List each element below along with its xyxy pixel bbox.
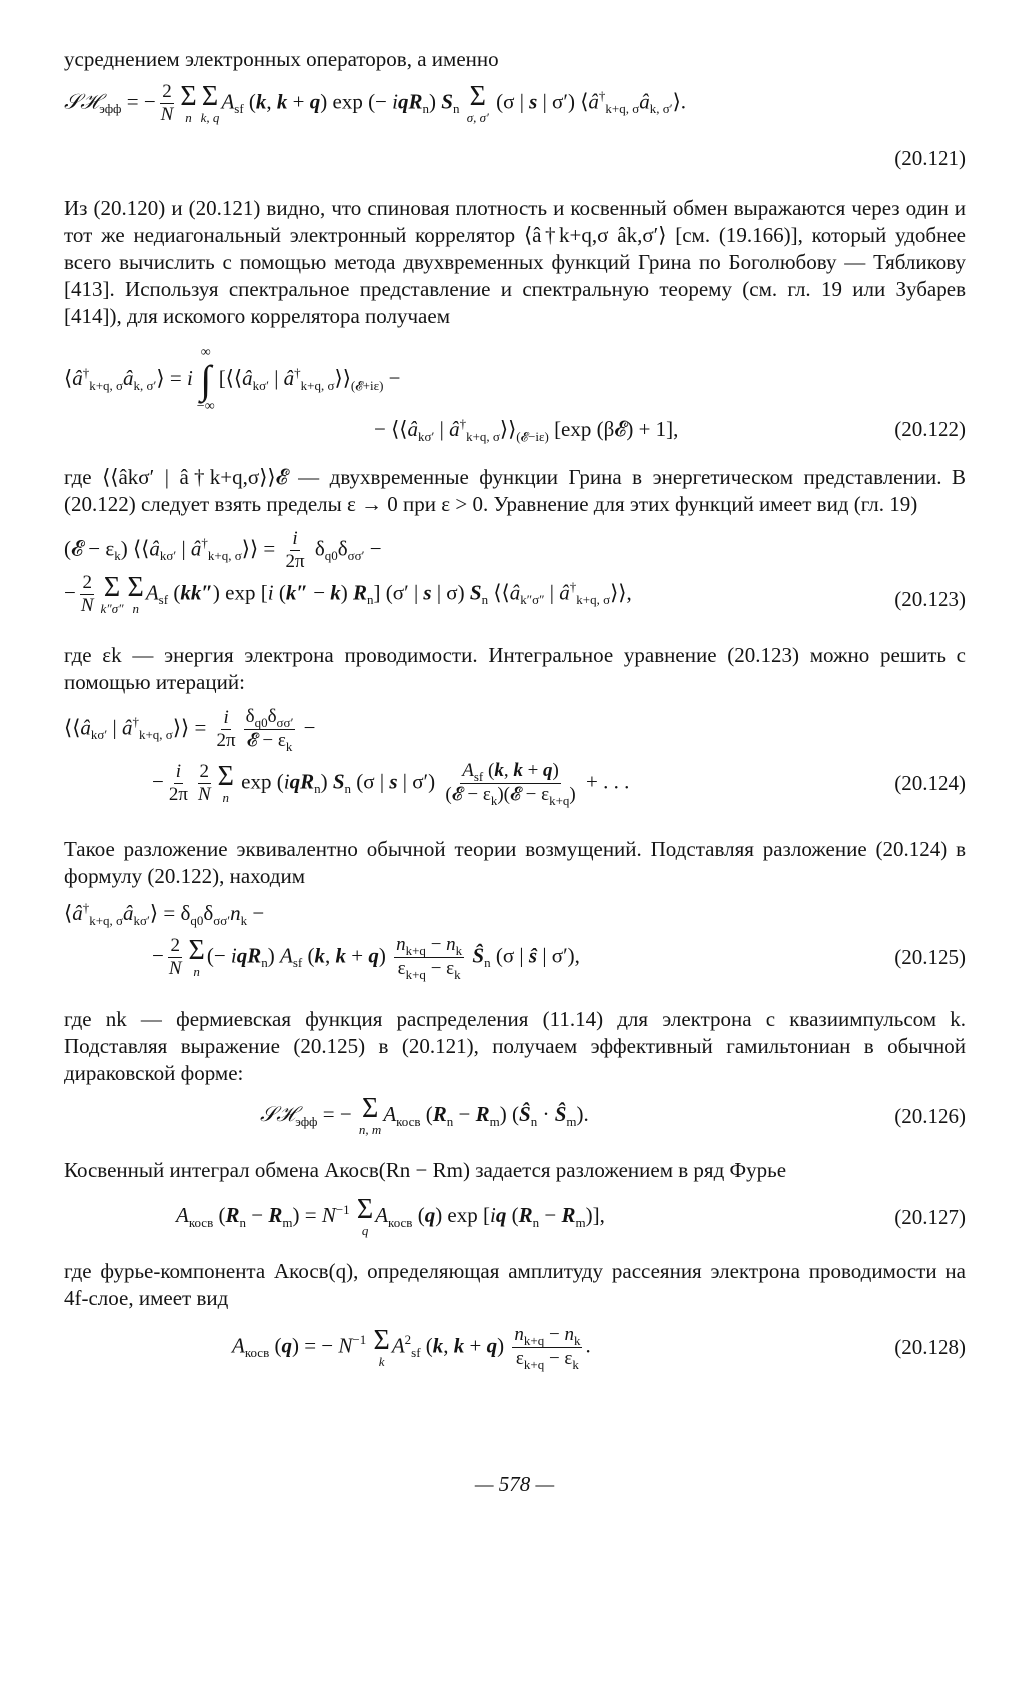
equation-number: (20.127) <box>894 1205 966 1229</box>
equation-20-125-line1 <box>64 900 966 934</box>
equation-20-121-body: 𝒮ℋ$_{эфф}$ = − $\frac{2}{N}$ Σ n Σ k, q $A_{sf}$ (k, k + q) exp (− iqR$_n$) $S_n$ Σ σ, σ′ (σ | s | σ′) $⟨â^\dagger_{k+q, \sigma}â_{k, \sigma'}⟩$. <box>64 80 687 125</box>
equation-20-128-body: $A_{косв}$ (q) = − $N^{-1}$ Σ k $A^2_{sf}$ (k, k + q) $\frac{n_{k+q} - n_k}{\varepsilon_{k+q} - \varepsilon_k}$ . <box>232 1324 591 1372</box>
equation-20-123-line2 <box>64 572 966 636</box>
equation-20-126-body: 𝒮ℋ$_{эфф}$ = − Σ n, m $A_{косв}$ $(R_n - R_m)$ ($Ŝ_n$ · $Ŝ_m$). <box>260 1093 589 1137</box>
equation-20-121 <box>64 81 966 145</box>
paragraph-8: где фурье-компонента Aкосв(q), определяющая амплитуду рассеяния электрона проводимости на 4f-слое, имеет вид <box>64 1259 966 1310</box>
equation-number: (20.126) <box>894 1104 966 1128</box>
equation-20-125-line1-body: $⟨â^\dagger_{k+q, \sigma}â_{k\sigma'}⟩ = \delta_{q0}\delta_{\sigma\sigma'}n_k$ − <box>64 900 265 928</box>
equation-number: (20.125) <box>894 945 966 969</box>
equation-20-125-line2 <box>64 934 966 998</box>
equation-20-127-body: $A_{косв}$ $(R_n - R_m) = N^{-1}$ Σ q $A_{косв}$ (q) exp [iq $(R_n - R_m)$], <box>176 1194 605 1238</box>
equation-number: (20.128) <box>894 1335 966 1359</box>
paragraph-5: Такое разложение эквивалентно обычной теории возмущений. Подставляя разложение (20.124) в формулу (20.122), находим <box>64 837 966 888</box>
equation-number: (20.121) <box>894 146 966 170</box>
equation-number: (20.122) <box>894 417 966 441</box>
paragraph-1: усреднением электронных операторов, а именно <box>64 47 499 71</box>
paragraph-3: где ⟨⟨âkσ′ | â†k+q,σ⟩⟩𝓔 — двухвременные функции Грина в энергетическом представлении. В (20.122) следует взять пределы ε → 0 при ε > 0. Уравнение для этих функций имеет вид (гл. 19) <box>64 465 966 516</box>
equation-20-124-line1-body: $⟨⟨â_{k\sigma'}$ | $â^\dagger_{k+q, \sigma}⟩⟩$ = $\frac{i}{2\pi}$ $\frac{\delta_{q0}\delta_{\sigma\sigma'}}{𝓔 - \varepsilon_k}$ − <box>64 706 316 754</box>
equation-20-127 <box>64 1196 966 1250</box>
equation-20-123-line1 <box>64 528 966 572</box>
equation-20-124-line2 <box>64 760 966 824</box>
equation-20-124-line1 <box>64 706 966 760</box>
equation-number: (20.123) <box>894 587 966 611</box>
equation-20-121-number-row <box>64 145 966 175</box>
equation-20-123-line1-body: (𝓔 − $\varepsilon_k$) $⟨⟨â_{k\sigma'}$ | $â^\dagger_{k+q, \sigma}⟩⟩$ = $\frac{i}{2\pi}$ $\delta_{q0}\delta_{\sigma\sigma'}$ − <box>64 528 382 572</box>
equation-20-122-line1 <box>64 346 966 416</box>
paragraph-2: Из (20.120) и (20.121) видно, что спиновая плотность и косвенный обмен выражаются через один и тот же недиагональный электронный коррелятор ⟨â†k+q,σ âk,σ′⟩ [см. (19.166)], который удобнее всего вычислить с помощью метода двухвременных функций Грина по Боголюбову — Тябликову [413]. Используя спектральное представление и спектральную теорему (см. гл. 19 или Зубарев [414]), для искомого коррелятора получаем <box>64 196 966 328</box>
equation-20-128 <box>64 1324 966 1384</box>
page-content <box>64 46 966 1384</box>
equation-20-125-line2-body: − $\frac{2}{N}$ Σ n (− iqR$_n$) $A_{sf}$ (k, k + q) $\frac{n_{k+q} - n_k}{\varepsilon_{k+q} - \varepsilon_k}$ $Ŝ_n$ (σ | ŝ | σ′), <box>152 934 580 982</box>
paragraph-7: Косвенный интеграл обмена Aкосв(Rn − Rm) задается разложением в ряд Фурье <box>64 1158 787 1182</box>
equation-20-122-line2 <box>64 416 966 456</box>
equation-20-126 <box>64 1095 966 1149</box>
page-number: — 578 — <box>474 1472 555 1496</box>
paragraph-6: где nk — фермиевская функция распределения (11.14) для электрона с квазиимпульсом k. Подставляя выражение (20.125) в (20.121), получаем эффективный гамильтониан в обычной дираковской форме: <box>64 1007 966 1085</box>
equation-20-124-line2-body: − $\frac{i}{2\pi}$ $\frac{2}{N}$ Σ n exp (iqR$_n$) $S_n$ (σ | s | σ′) $\frac{A_{sf} (k, k + q)}{(𝓔 - \varepsilon_k)(𝓔 - \varepsilon_{k+q})}$ + . . . <box>152 760 630 808</box>
equation-20-122-line1-body: $⟨â^\dagger_{k+q, \sigma}â_{k, \sigma'}⟩ = i$ ∞ ∫ −∞ [$⟨⟨â_{k\sigma'}$ | $â^\dagger_{k+q, \sigma}⟩⟩_{(𝓔+i\varepsilon)}$ − <box>64 345 401 414</box>
equation-number: (20.124) <box>894 771 966 795</box>
paragraph-4: где εk — энергия электрона проводимости. Интегральное уравнение (20.123) можно решить с помощью итераций: <box>64 643 966 694</box>
equation-20-122-line2-body: − $⟨⟨â_{k\sigma'}$ | $â^\dagger_{k+q, \sigma}⟩⟩_{(𝓔-i\varepsilon)}$ [exp (β𝓔) + 1], <box>374 416 679 444</box>
equation-20-123-line2-body: − $\frac{2}{N}$ Σ k″σ″ Σ n $A_{sf}$ (kk″) exp [i (k″ − k) $R_n$] (σ′ | s | σ) $S_n$ $⟨⟨â_{k''\sigma''}$ | $â^\dagger_{k+q, \sigma}⟩⟩$, <box>64 571 632 616</box>
